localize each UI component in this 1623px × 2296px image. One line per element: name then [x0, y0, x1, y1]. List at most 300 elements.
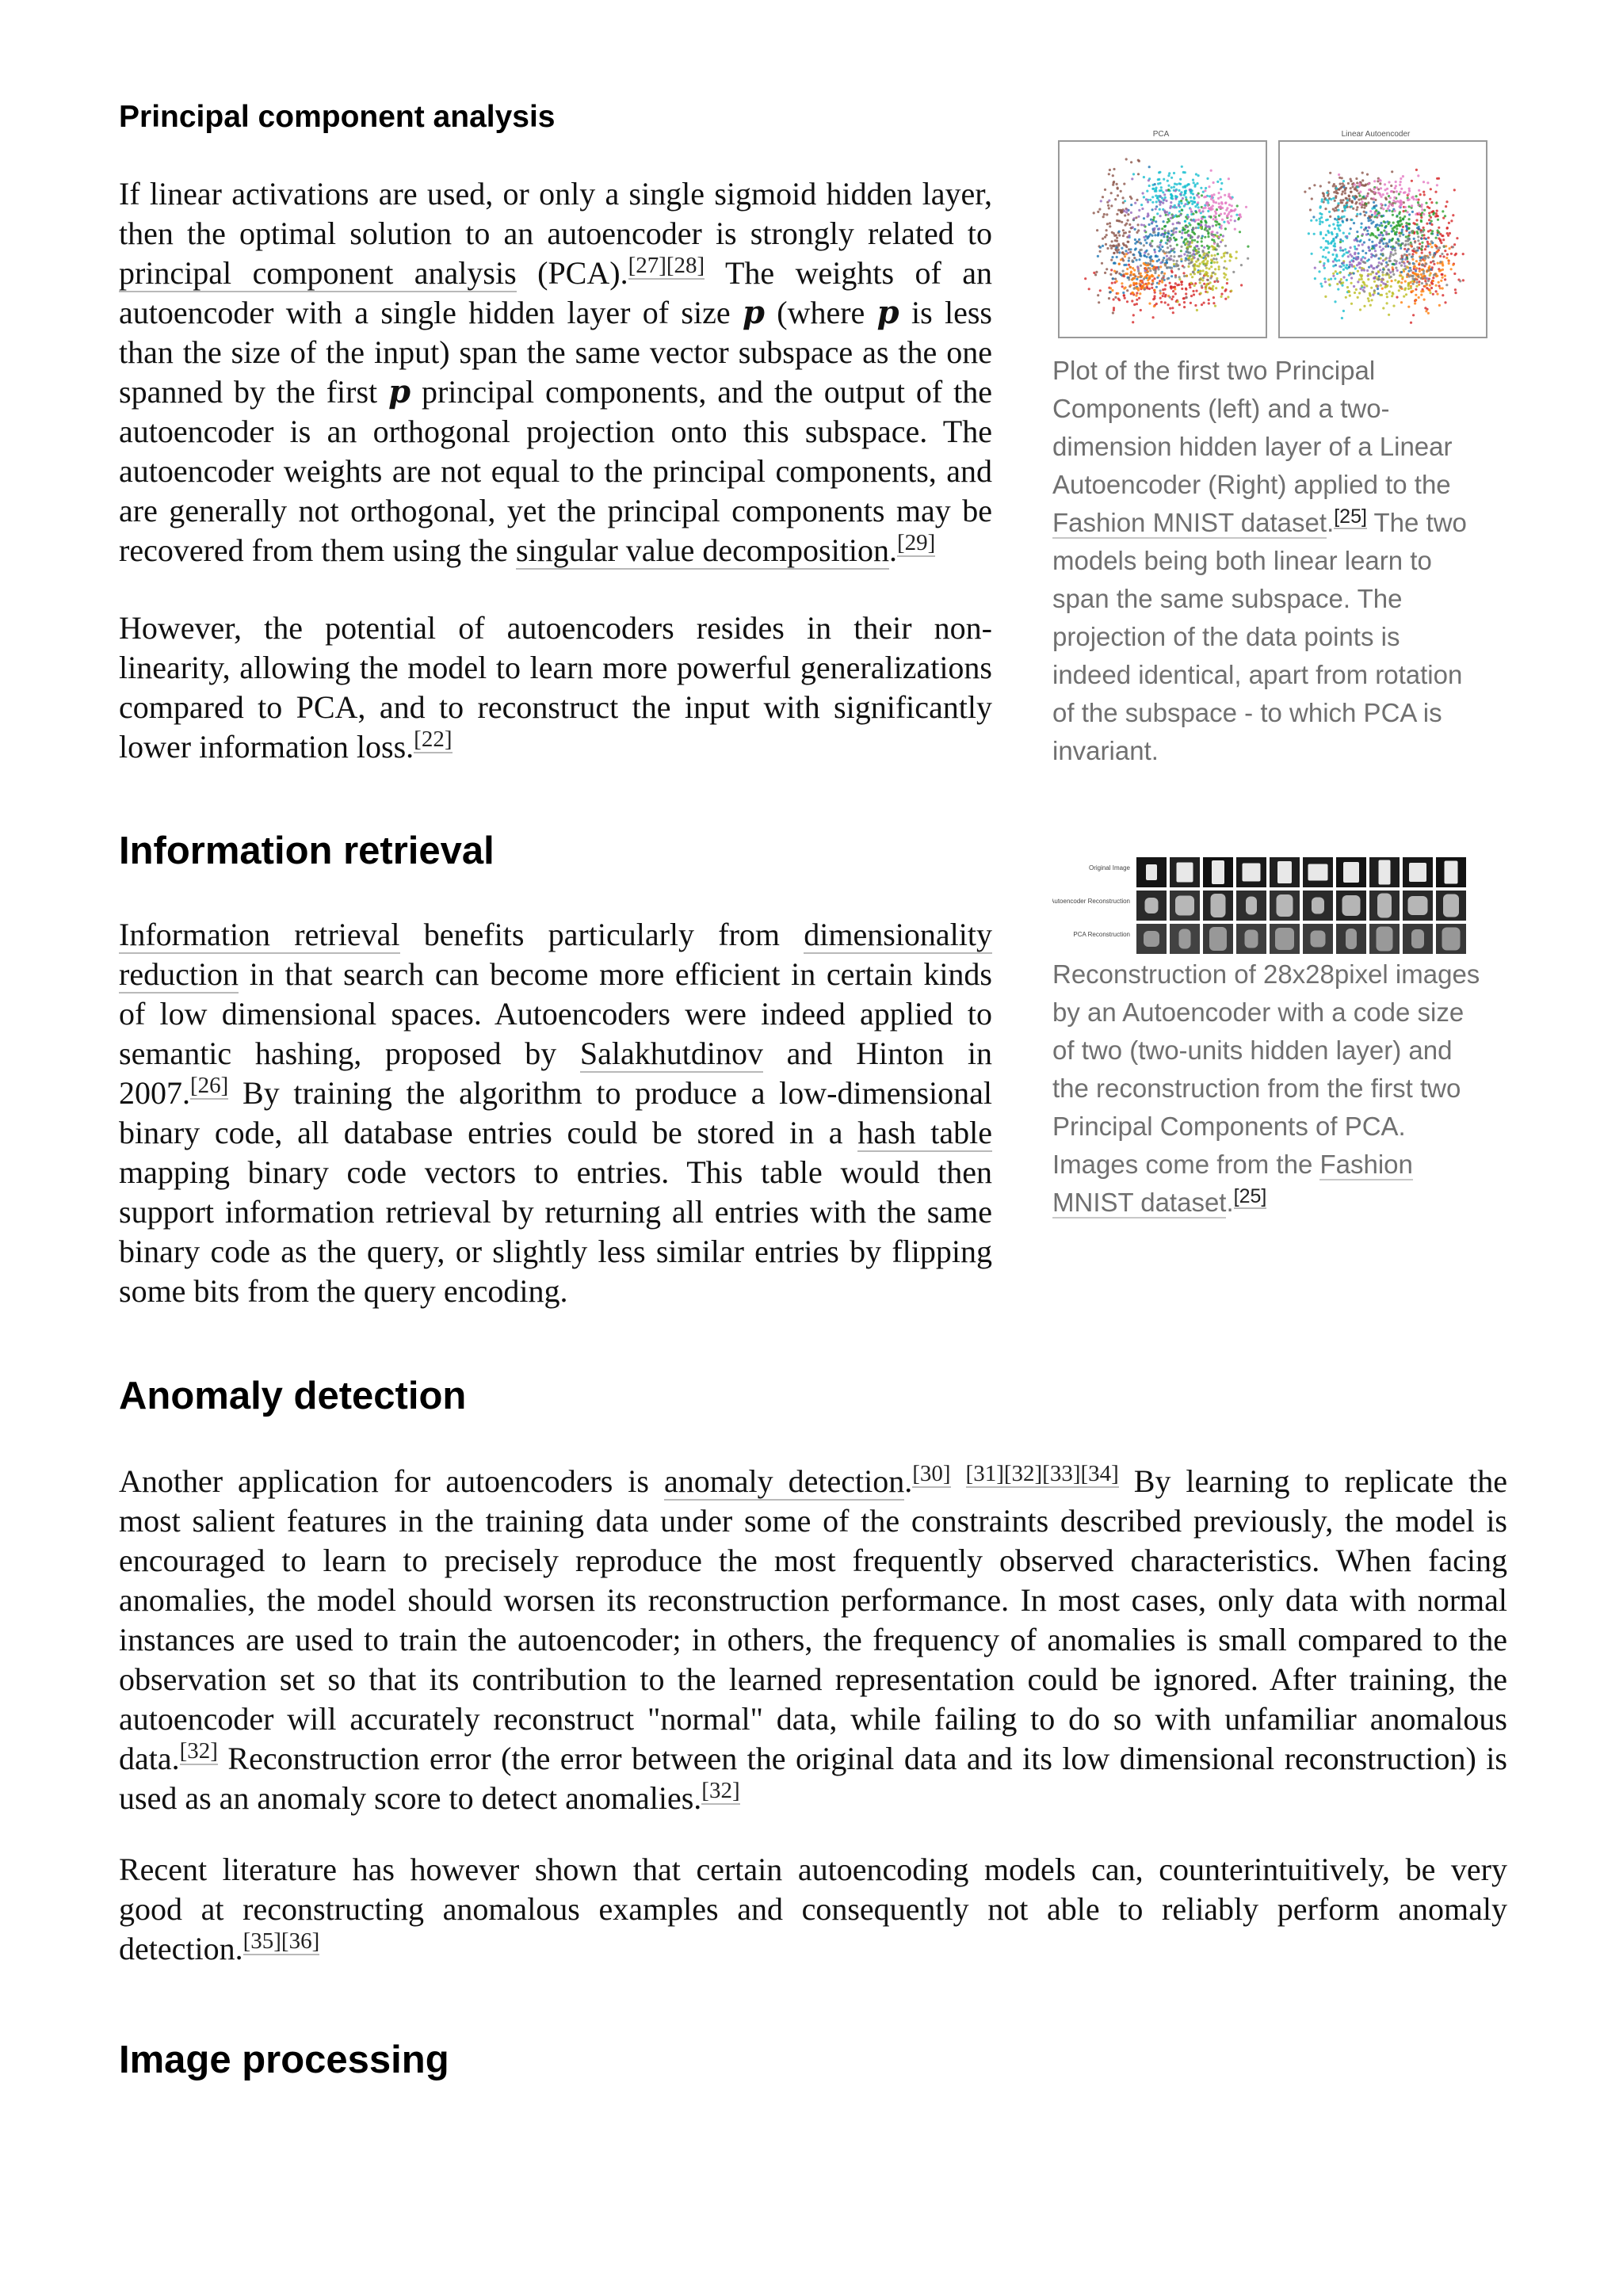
scatter-point [1099, 289, 1102, 292]
scatter-point [1167, 189, 1170, 191]
scatter-point [1129, 274, 1132, 277]
scatter-point [1358, 292, 1361, 294]
scatter-point [1136, 265, 1139, 268]
scatter-point [1419, 242, 1421, 245]
scatter-point [1158, 282, 1160, 284]
scatter-point [1362, 280, 1365, 283]
scatter-point [1332, 238, 1335, 240]
link-dimensionality-reduction[interactable]: dimensionality [804, 917, 993, 952]
scatter-point [1417, 275, 1419, 277]
scatter-point [1169, 307, 1171, 310]
scatter-point [1340, 186, 1342, 189]
scatter-point [1356, 206, 1358, 208]
scatter-point [1427, 280, 1430, 282]
scatter-point [1140, 255, 1142, 257]
scatter-point [1371, 271, 1373, 273]
reconstruction-tile-object [1211, 894, 1226, 917]
scatter-point [1187, 215, 1190, 218]
scatter-point [1170, 267, 1173, 269]
scatter-point [1355, 196, 1358, 198]
reconstruction-tile-object [1145, 898, 1159, 913]
scatter-point [1143, 244, 1145, 246]
scatter-point [1189, 223, 1191, 226]
scatter-point [1213, 215, 1216, 217]
scatter-point [1245, 206, 1247, 208]
scatter-point [1124, 255, 1126, 257]
scatter-point [1152, 316, 1155, 318]
scatter-point [1389, 253, 1392, 255]
scatter-point [1417, 174, 1419, 177]
scatter-point [1188, 257, 1190, 259]
scatter-point [1183, 266, 1186, 269]
scatter-point [1378, 261, 1381, 264]
scatter-point [1424, 285, 1426, 288]
scatter-point [1423, 213, 1425, 215]
scatter-point [1376, 186, 1378, 189]
scatter-point [1220, 188, 1222, 190]
scatter-point [1167, 246, 1169, 249]
scatter-point [1373, 197, 1375, 200]
scatter-point [1098, 208, 1101, 211]
scatter-point [1438, 270, 1441, 273]
scatter-point [1191, 276, 1193, 278]
scatter-point [1194, 205, 1197, 208]
scatter-point [1396, 200, 1399, 202]
scatter-point [1341, 215, 1343, 218]
scatter-point [1146, 274, 1148, 277]
scatter-point [1201, 217, 1203, 219]
scatter-point [1319, 223, 1321, 225]
scatter-point [1174, 292, 1177, 295]
scatter-point [1159, 189, 1161, 192]
scatter-point [1321, 285, 1323, 288]
scatter-point [1174, 197, 1177, 200]
scatter-point [1208, 302, 1210, 304]
scatter-point [1218, 265, 1220, 268]
scatter-point [1392, 266, 1394, 269]
scatter-point [1171, 286, 1174, 288]
link-dimensionality-reduction-cont[interactable]: reduction [119, 956, 239, 992]
scatter-point [1396, 215, 1398, 218]
scatter-point [1170, 275, 1173, 277]
scatter-point [1400, 257, 1402, 260]
scatter-point [1201, 237, 1203, 239]
scatter-point [1407, 211, 1409, 213]
scatter-point [1430, 261, 1432, 264]
scatter-point [1140, 204, 1143, 206]
scatter-point [1099, 250, 1102, 253]
scatter-point [1382, 242, 1384, 245]
scatter-point [1353, 285, 1355, 288]
scatter-point [1438, 238, 1440, 240]
scatter-point [1164, 301, 1167, 303]
scatter-point [1453, 189, 1456, 191]
scatter-point [1169, 245, 1171, 247]
scatter-point [1420, 273, 1423, 276]
scatter-point [1400, 219, 1402, 222]
scatter-point [1210, 198, 1212, 200]
autoencoder-plot-title: Linear Autoencoder [1341, 130, 1411, 139]
scatter-point [1210, 170, 1212, 172]
scatter-point [1134, 202, 1136, 204]
scatter-point [1391, 280, 1393, 282]
reconstruction-tile-object [1245, 930, 1258, 948]
scatter-point [1189, 286, 1191, 288]
scatter-point [1381, 253, 1384, 255]
scatter-point [1419, 231, 1422, 234]
scatter-point [1125, 158, 1128, 160]
scatter-point [1225, 268, 1228, 270]
scatter-point [1163, 225, 1166, 227]
scatter-point [1413, 238, 1415, 240]
scatter-point [1220, 182, 1223, 185]
scatter-point [1361, 284, 1363, 287]
scatter-point [1224, 290, 1227, 292]
scatter-point [1367, 217, 1369, 219]
scatter-point [1341, 193, 1343, 196]
scatter-point [1161, 246, 1163, 248]
scatter-point [1436, 247, 1438, 250]
scatter-point [1381, 237, 1383, 239]
scatter-point [1160, 239, 1163, 242]
scatter-point [1350, 303, 1353, 305]
scatter-point [1126, 300, 1128, 303]
scatter-point [1221, 203, 1224, 205]
scatter-point [1358, 252, 1360, 254]
scatter-point [1386, 296, 1388, 298]
scatter-point [1359, 240, 1361, 242]
scatter-point [1129, 266, 1132, 269]
scatter-point [1120, 273, 1122, 276]
scatter-point [1193, 257, 1196, 259]
caption-pca-figure: Plot of the first two Principal Components (left) and a two- dimension hidden layer of a Linear Autoencoder (Right) applied to the Fashion MNIST dataset.[25] The two models being both linear learn to span the same subspace. The projection of the data points is indeed identical, apart from rotation of the subspace - to which PCA is invariant. [1052, 356, 1467, 765]
scatter-point [1212, 204, 1214, 207]
section-heading-information-retrieval: Information retrieval [119, 830, 495, 872]
scatter-point [1392, 214, 1394, 216]
scatter-point [1155, 208, 1157, 210]
scatter-point [1099, 246, 1102, 249]
scatter-point [1196, 265, 1198, 267]
scatter-point [1212, 218, 1215, 220]
ad-paragraph-1: Another application for autoencoders is anomaly detection.[30] [31][32][33][34] By learning to replicate the most salient features in the training data under some of the constraints described previously, the model is encouraged to learn to precisely reproduce the most frequently observed characteristics. When facing anomalies, the model should worsen its reconstruction performance. In most cases, only data with normal instances are used to train the autoencoder; in others, the frequency of anomalies is small compared to the observation set so that its contribution to the learned representation could be ignored. After training, the autoencoder will accurately reconstruct "normal" data, while failing to do so with unfamiliar anomalous data.[32] Reconstruction error (the error between the original data and its low dimensional reconstruction) is used as an anomaly score to detect anomalies.[32] [119, 1461, 1508, 1816]
scatter-point [1205, 229, 1208, 231]
scatter-point [1354, 188, 1356, 190]
scatter-point [1395, 185, 1397, 187]
scatter-point [1342, 190, 1344, 193]
scatter-point [1188, 183, 1190, 185]
scatter-point [1144, 254, 1146, 257]
scatter-point [1408, 231, 1411, 234]
scatter-point [1144, 230, 1146, 232]
scatter-point [1228, 204, 1231, 206]
scatter-point [1160, 200, 1163, 203]
scatter-point [1334, 209, 1336, 212]
citation-29[interactable]: [29] [896, 530, 936, 555]
scatter-point [1423, 227, 1425, 229]
scatter-point [1323, 267, 1326, 269]
scatter-point [1206, 245, 1209, 247]
scatter-point [1109, 291, 1112, 293]
scatter-point [1185, 196, 1187, 199]
scatter-point [1327, 258, 1329, 261]
scatter-point [1374, 226, 1377, 228]
scatter-point [1346, 235, 1348, 238]
scatter-point [1400, 271, 1403, 273]
scatter-point [1146, 215, 1148, 218]
scatter-point [1167, 266, 1170, 269]
scatter-point [1171, 271, 1174, 273]
scatter-point [1196, 182, 1198, 185]
scatter-point [1121, 251, 1124, 254]
link-salakhutdinov[interactable]: Salakhutdinov [579, 1035, 764, 1071]
scatter-point [1341, 177, 1343, 179]
scatter-point [1416, 246, 1419, 249]
scatter-point [1433, 255, 1435, 257]
scatter-point [1165, 189, 1167, 192]
citation-31-34[interactable]: [31][32][33][34] [965, 1461, 1119, 1486]
scatter-point [1207, 235, 1209, 238]
scatter-point [1184, 259, 1186, 261]
reconstruction-tile-object [1311, 931, 1326, 948]
scatter-point [1125, 223, 1128, 225]
citation-26[interactable]: [26] [190, 1073, 229, 1098]
scatter-point [1371, 299, 1373, 301]
citation-32[interactable]: [32] [179, 1738, 218, 1764]
scatter-point [1215, 287, 1217, 289]
scatter-point [1176, 244, 1178, 246]
scatter-point [1137, 229, 1140, 231]
scatter-point [1369, 273, 1372, 276]
scatter-point [1201, 303, 1203, 306]
scatter-point [1342, 261, 1345, 264]
scatter-point [1359, 213, 1361, 215]
scatter-point [1240, 264, 1243, 266]
scatter-point [1239, 213, 1241, 215]
scatter-point [1136, 199, 1138, 201]
citation-35-36[interactable]: [35][36] [242, 1928, 320, 1954]
scatter-point [1131, 292, 1133, 294]
scatter-point [1427, 242, 1430, 245]
citation-25[interactable]: [25] [1233, 1185, 1267, 1207]
scatter-point [1205, 288, 1207, 290]
scatter-point [1402, 234, 1404, 236]
scatter-point [1392, 273, 1395, 276]
reconstruction-tile-object [1408, 896, 1428, 915]
scatter-point [1224, 277, 1226, 279]
scatter-point [1127, 241, 1129, 243]
scatter-point [1342, 186, 1345, 189]
link-information-retrieval[interactable]: Information retrieval [119, 917, 400, 952]
link-principal-component-analysis[interactable]: principal component analysis [119, 255, 517, 291]
scatter-point [1152, 231, 1155, 234]
scatter-point [1126, 268, 1128, 270]
scatter-point [1220, 227, 1222, 230]
scatter-point [1345, 296, 1347, 299]
citation-30[interactable]: [30] [912, 1461, 951, 1486]
scatter-point [1439, 255, 1442, 257]
scatter-point [1143, 196, 1145, 198]
scatter-point [1170, 186, 1173, 189]
scatter-point [1188, 262, 1190, 265]
scatter-point [1144, 267, 1147, 269]
figure-pca-vs-linear-autoencoder[interactable] [1052, 127, 1496, 345]
scatter-point [1188, 201, 1190, 204]
scatter-point [1396, 296, 1398, 299]
scatter-point [1435, 201, 1438, 204]
scatter-point [1144, 288, 1146, 290]
scatter-point [1415, 260, 1418, 262]
scatter-point [1401, 261, 1403, 263]
scatter-point [1320, 216, 1323, 219]
scatter-point [1197, 201, 1199, 204]
scatter-point [1216, 235, 1218, 238]
scatter-point [1368, 258, 1370, 261]
scatter-point [1163, 220, 1165, 223]
citation-32[interactable]: [32] [701, 1778, 740, 1803]
scatter-point [1419, 268, 1421, 270]
scatter-point [1336, 273, 1338, 275]
scatter-point [1095, 271, 1098, 273]
scatter-point [1386, 233, 1388, 235]
scatter-point [1400, 177, 1402, 180]
scatter-point [1155, 286, 1158, 288]
citation-22[interactable]: [22] [414, 727, 453, 752]
scatter-point [1143, 236, 1145, 238]
scatter-point [1328, 181, 1331, 184]
scatter-point [1132, 259, 1134, 261]
scatter-point [1336, 233, 1338, 235]
scatter-point [1389, 260, 1392, 262]
link-anomaly-detection[interactable]: anomaly detection [663, 1463, 905, 1499]
scatter-point [1407, 306, 1410, 308]
scatter-point [1388, 205, 1390, 208]
scatter-point [1180, 250, 1182, 252]
scatter-point [1421, 282, 1423, 284]
scatter-point [1442, 277, 1444, 279]
scatter-point [1148, 275, 1151, 277]
scatter-point [1127, 219, 1129, 222]
scatter-point [1169, 258, 1171, 261]
scatter-point [1224, 227, 1227, 230]
scatter-point [1104, 272, 1106, 274]
scatter-point [1191, 236, 1193, 238]
scatter-point [1377, 257, 1380, 260]
scatter-point [1377, 192, 1380, 194]
scatter-point [1210, 258, 1212, 261]
link-fashion[interactable]: Fashion [1319, 1150, 1413, 1179]
scatter-point [1111, 289, 1113, 292]
scatter-point [1116, 256, 1118, 258]
scatter-point [1408, 262, 1411, 265]
scatter-point [1184, 185, 1186, 187]
scatter-point [1149, 199, 1151, 201]
scatter-point [1120, 258, 1122, 261]
scatter-point [1435, 212, 1438, 215]
citation-25[interactable]: [25] [1334, 505, 1367, 528]
scatter-point [1319, 283, 1322, 285]
scatter-point [1134, 228, 1136, 231]
scatter-point [1138, 160, 1140, 162]
scatter-point [1207, 279, 1209, 281]
scatter-point [1178, 276, 1181, 278]
scatter-point [1213, 280, 1216, 283]
scatter-point [1171, 215, 1174, 217]
scatter-point [1153, 216, 1155, 219]
reconstruction-tile-object [1312, 898, 1324, 914]
scatter-point [1172, 290, 1174, 292]
scatter-point [1162, 191, 1164, 193]
scatter-point [1152, 188, 1155, 190]
scatter-point [1137, 223, 1140, 226]
scatter-point [1133, 257, 1136, 259]
scatter-point [1122, 201, 1125, 204]
scatter-point [1146, 190, 1148, 193]
scatter-point [1398, 289, 1400, 292]
scatter-point [1400, 247, 1402, 250]
scatter-point [1326, 192, 1328, 194]
figure-reconstruction-grid[interactable] [1052, 852, 1496, 959]
ad-paragraph-2: Recent literature has however shown that certain autoencoding models can, counterintuitively, be very good at reconstructing anomalous examples and consequently not able to reliably perform anomaly detection.[35][36] [119, 1852, 1507, 1966]
scatter-point [1379, 234, 1381, 236]
scatter-point [1223, 221, 1225, 223]
scatter-point [1357, 235, 1359, 238]
reconstruction-tile-object [1342, 895, 1361, 916]
scatter-point [1418, 296, 1420, 299]
scatter-point [1173, 237, 1175, 239]
scatter-point [1337, 209, 1339, 212]
scatter-point [1342, 180, 1345, 182]
link-mnist-dataset[interactable]: MNIST dataset [1052, 1188, 1227, 1217]
scatter-point [1373, 280, 1376, 283]
scatter-point [1178, 303, 1181, 306]
reconstruction-tile-object [1411, 929, 1424, 948]
scatter-point [1121, 285, 1124, 288]
scatter-point [1148, 282, 1150, 284]
reconstruction-tile-object [1246, 897, 1257, 915]
scatter-point [1148, 256, 1151, 258]
scatter-point [1424, 257, 1426, 260]
scatter-point [1193, 239, 1196, 242]
citation-27-28[interactable]: [27][28] [628, 253, 705, 278]
scatter-point [1395, 181, 1397, 183]
scatter-point [1375, 244, 1377, 246]
link-fashion-mnist-dataset[interactable]: Fashion MNIST dataset [1052, 508, 1327, 537]
scatter-point [1441, 273, 1443, 276]
scatter-point [1124, 297, 1126, 299]
scatter-point [1389, 255, 1392, 257]
scatter-point [1144, 263, 1146, 265]
scatter-point [1370, 265, 1373, 268]
scatter-point [1130, 272, 1132, 274]
scatter-point [1212, 181, 1215, 184]
scatter-point [1115, 246, 1117, 249]
scatter-point [1453, 273, 1456, 275]
link-singular-value-decomposition[interactable]: singular value decomposition [515, 532, 889, 568]
scatter-point [1373, 201, 1375, 204]
scatter-point [1182, 272, 1185, 274]
link-hash-table[interactable]: hash table [857, 1115, 993, 1150]
scatter-point [1359, 204, 1361, 206]
scatter-point [1113, 252, 1115, 254]
scatter-point [1369, 294, 1371, 296]
scatter-point [1402, 226, 1404, 228]
scatter-point [1385, 210, 1388, 212]
scatter-point [1378, 224, 1381, 227]
scatter-point [1140, 223, 1143, 226]
scatter-point [1181, 232, 1183, 235]
scatter-point [1167, 303, 1170, 306]
scatter-point [1211, 238, 1213, 241]
